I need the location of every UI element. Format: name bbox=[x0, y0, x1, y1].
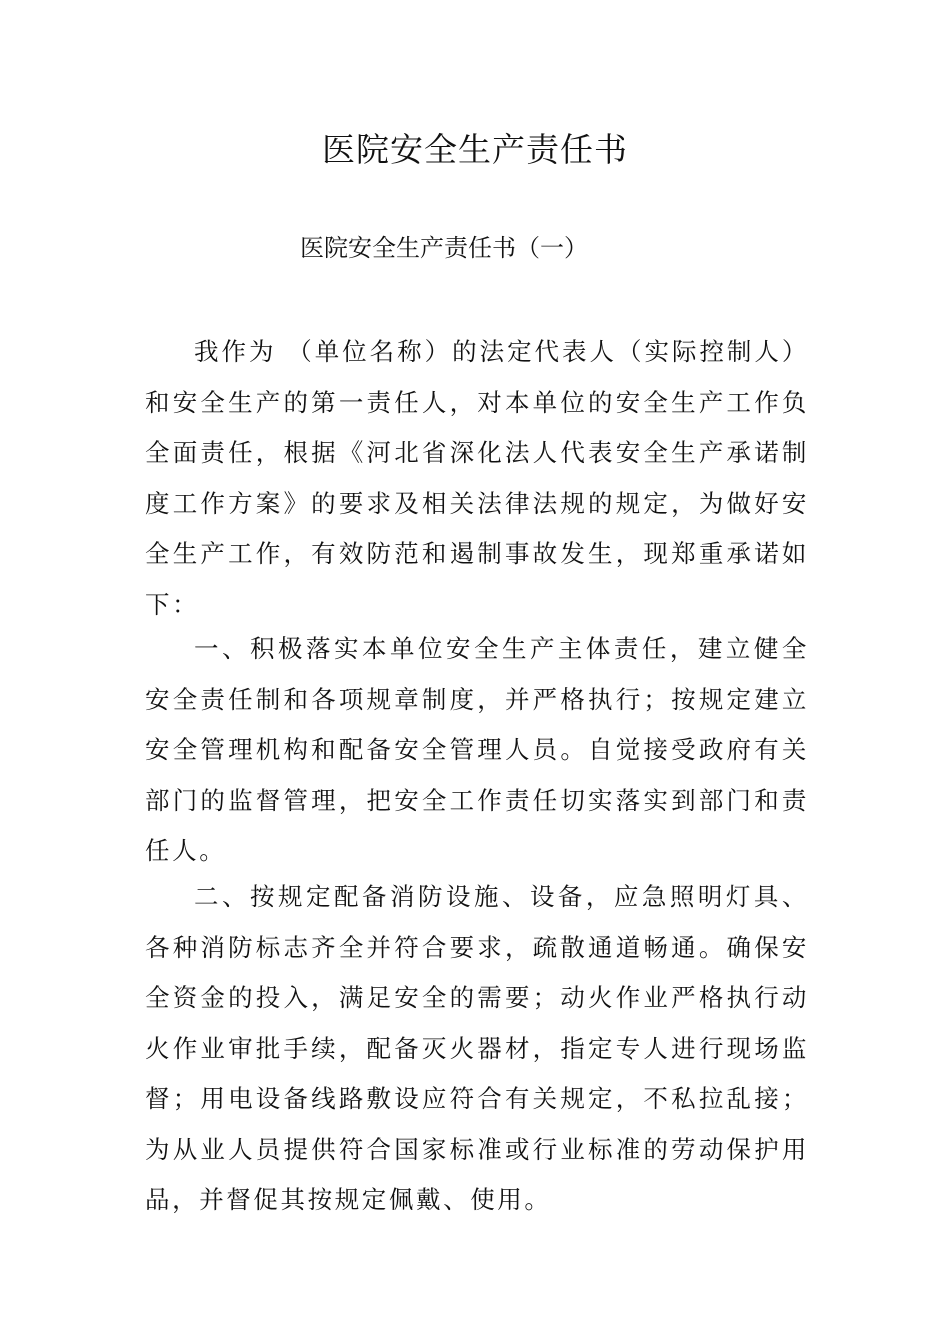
paragraph-intro: 我作为 （单位名称）的法定代表人（实际控制人）和安全生产的第一责任人，对本单位的安全生产工作负全面责任，根据《河北省深化法人代表安全生产承诺制度工作方案》的要求及相关法律法规的规定，为做好安全生产工作，有效防范和遏制事故发生，现郑重承诺如下： bbox=[145, 337, 809, 619]
document-title: 医院安全生产责任书 bbox=[322, 130, 628, 169]
document-subtitle: 医院安全生产责任书（一） bbox=[300, 234, 588, 262]
paragraph-item-one: 一、积极落实本单位安全生产主体责任，建立健全安全责任制和各项规章制度，并严格执行；按规定建立安全管理机构和配备安全管理人员。自觉接受政府有关部门的监督管理，把安全工作责任切实落实到部门和责任人。 bbox=[145, 634, 809, 865]
paragraph-item-two: 二、按规定配备消防设施、设备，应急照明灯具、各种消防标志齐全并符合要求，疏散通道畅通。确保安全资金的投入，满足安全的需要；动火作业严格执行动火作业审批手续，配备灭火器材，指定专人进行现场监督；用电设备线路敷设应符合有关规定，不私拉乱接；为从业人员提供符合国家标准或行业标准的劳动保护用品，并督促其按规定佩戴、使用。 bbox=[145, 882, 809, 1214]
